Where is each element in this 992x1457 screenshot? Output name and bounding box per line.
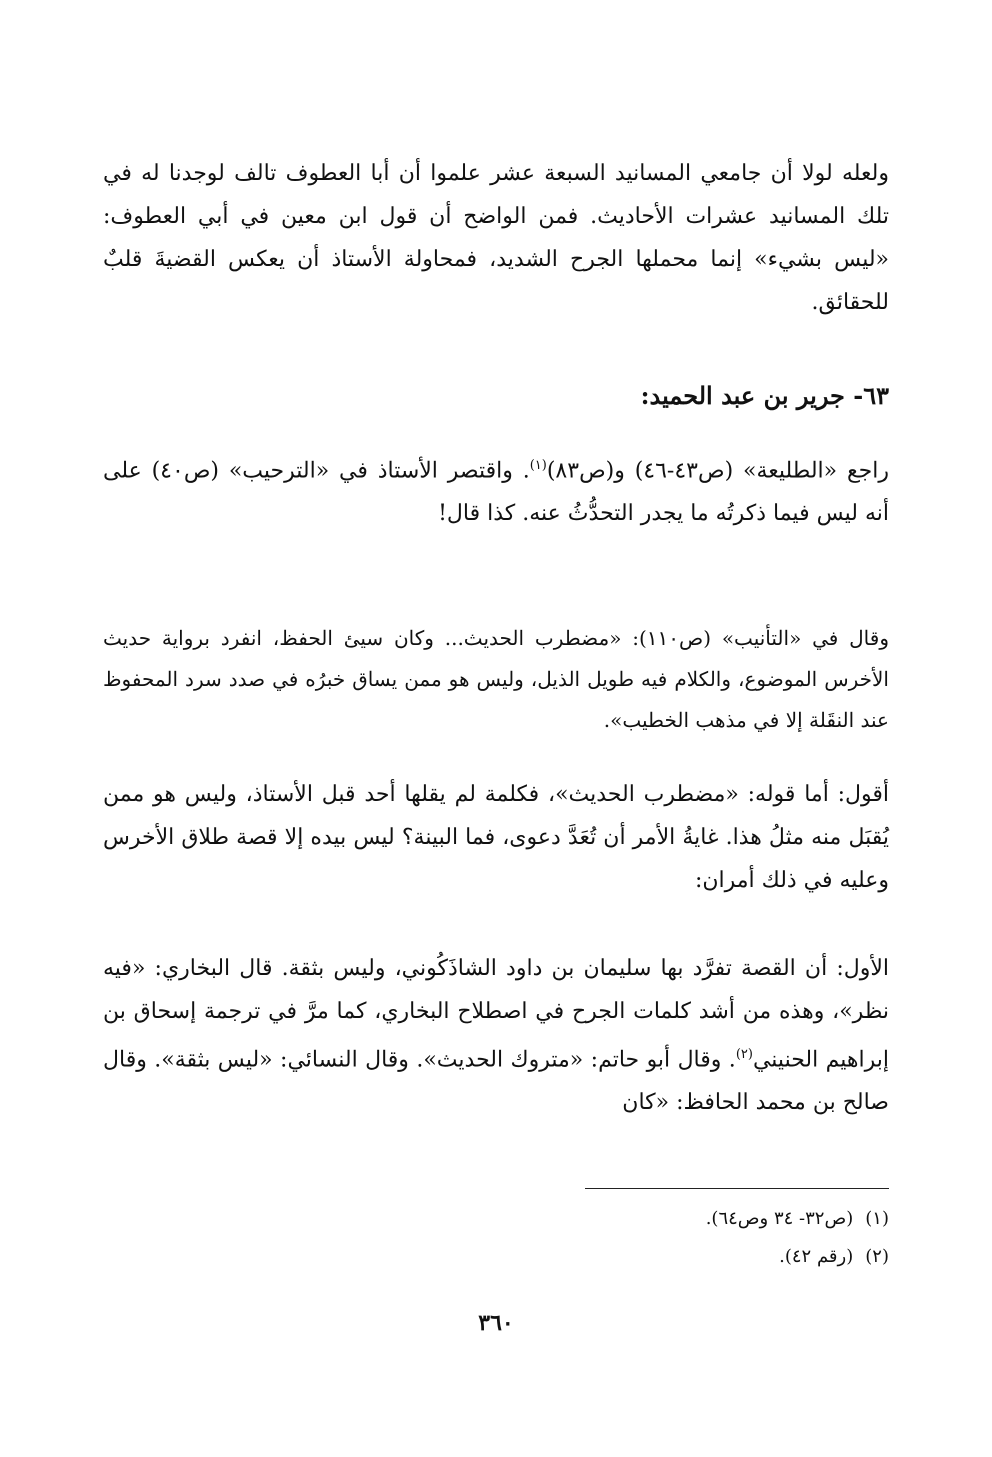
paragraph-abu-al-atuf — [103, 152, 889, 324]
page-number: ٣٦٠ — [478, 1310, 514, 1336]
footnote-1 — [706, 1200, 889, 1238]
paragraph-text — [103, 444, 889, 535]
footnotes — [706, 1200, 889, 1276]
paragraph-segment: الأول: أن القصة تفرَّد بها سليمان بن داود الشاذَكُوني، وليس بثقة. قال البخاري: «فيه نظر»، وهذه من أشد كلمات الجرح في اصطلاح البخاري، كما مرَّ في ترجمة إسحاق بن إبراهيم الحنيني — [103, 956, 889, 1073]
section-heading: ٦٣- جرير بن عبد الحميد: — [640, 381, 889, 410]
footnote-text: (ص٣٢- ٣٤ وص٦٤). — [705, 1208, 854, 1229]
paragraph-text: وقال في «التأنيب» (ص١١٠): «مضطرب الحديث... وكان سيئ الحفظ، انفرد برواية حديث الأخرس الموضوع، والكلام فيه طويل الذيل، وليس هو ممن يساق خبرُه في صدد سرد المحفوظ عند النقَلة إلا في مذهب الخطيب». — [103, 626, 889, 732]
paragraph-segment: . واقتصر الأستاذ في «الترحيب» (ص٤٠) على أنه ليس فيما ذكرتُه ما يجدر التحدُّثُ عنه. كذا قال! — [103, 458, 889, 527]
paragraph-text — [103, 947, 889, 1124]
footnote-text: (رقم ٤٢). — [779, 1246, 854, 1267]
paragraph-text: أقول: أما قوله: «مضطرب الحديث»، فكلمة لم يقلها أحد قبل الأستاذ، وليس هو ممن يُقبَل منه مثلُ هذا. غايةُ الأمر أن تُعَدَّ دعوى، فما البينة؟ ليس بيده إلا قصة طلاق الأخرس وعليه في ذلك أمران: — [103, 782, 889, 893]
footnote-ref-2: (٢) — [735, 1047, 753, 1062]
paragraph-talia-reference — [103, 444, 889, 535]
paragraph-tanib-quote — [103, 618, 889, 741]
paragraph-segment: . وقال أبو حاتم: «متروك الحديث». وقال النسائي: «ليس بثقة». وقال صالح بن محمد الحافظ: «كان — [103, 1047, 889, 1116]
footnote-ref-1: (١) — [529, 458, 547, 473]
paragraph-first-point — [103, 947, 889, 1124]
paragraph-segment: راجع «الطليعة» (ص٤٣-٤٦) و(ص٨٣) — [546, 458, 889, 484]
footnote-number: (١) — [865, 1208, 889, 1229]
footnote-separator — [585, 1188, 889, 1189]
footnote-2 — [706, 1238, 889, 1276]
footnote-number: (٢) — [865, 1246, 889, 1267]
paragraph-response — [103, 773, 889, 902]
paragraph-text: ولعله لولا أن جامعي المسانيد السبعة عشر علموا أن أبا العطوف تالف لوجدنا له في تلك المسانيد عشرات الأحاديث. فمن الواضح أن قول ابن معين في أبي العطوف: «ليس بشيء» إنما محملها الجرح الشديد، فمحاولة الأستاذ أن يعكس القضيةَ قلبٌ للحقائق. — [103, 161, 889, 315]
